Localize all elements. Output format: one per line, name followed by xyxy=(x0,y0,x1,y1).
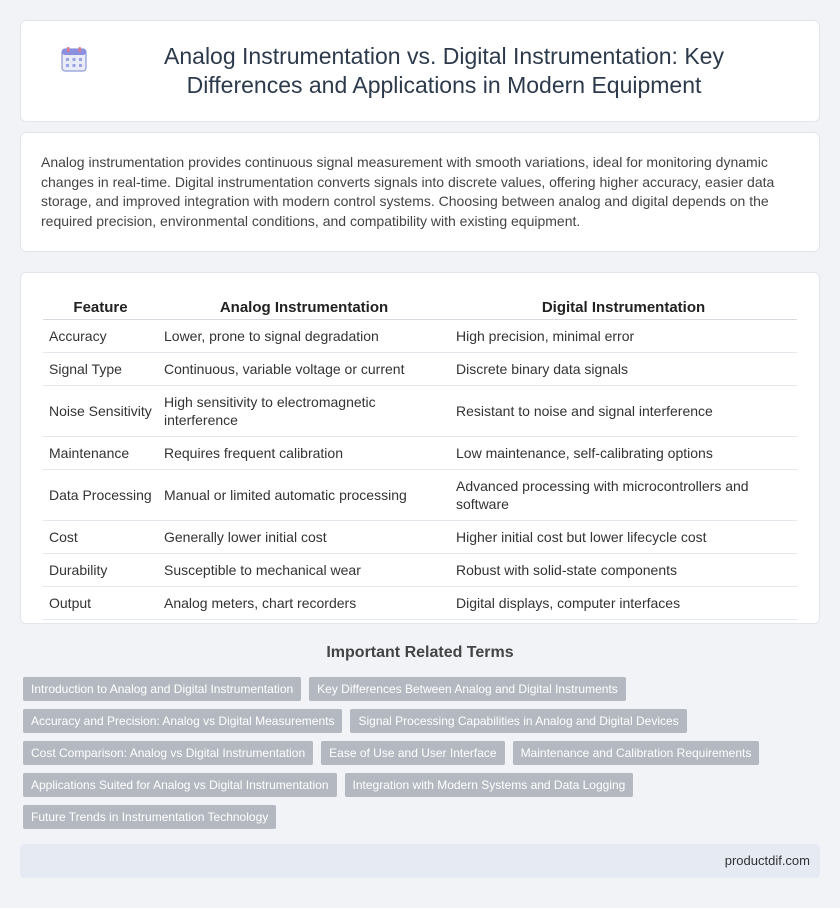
related-terms-list xyxy=(23,677,823,837)
related-terms-title: Important Related Terms xyxy=(326,644,514,661)
table-cell-analog: Generally lower initial cost xyxy=(158,521,450,554)
related-term-tag[interactable]: Cost Comparison: Analog vs Digital Instrumentation xyxy=(23,741,313,765)
related-term-tag[interactable]: Key Differences Between Analog and Digital Instruments xyxy=(309,677,626,701)
table-cell-digital: Advanced processing with microcontrollers and software xyxy=(450,470,797,521)
table-cell-analog: Continuous, variable voltage or current xyxy=(158,353,450,386)
table-cell-digital: High precision, minimal error xyxy=(450,320,797,353)
table-header-row xyxy=(43,295,797,320)
table-cell-analog: Manual or limited automatic processing xyxy=(158,470,450,521)
table-cell-digital: Robust with solid-state components xyxy=(450,554,797,587)
table-cell-feature: Cost xyxy=(43,521,158,554)
column-header-analog: Analog Instrumentation xyxy=(158,295,450,320)
calendar-icon xyxy=(61,46,87,72)
table-row xyxy=(43,521,797,554)
title-wrap xyxy=(61,42,779,100)
table-row xyxy=(43,587,797,620)
table-cell-feature: Signal Type xyxy=(43,353,158,386)
related-term-tag[interactable]: Maintenance and Calibration Requirements xyxy=(513,741,760,765)
footer xyxy=(20,844,820,878)
column-header-digital: Digital Instrumentation xyxy=(450,295,797,320)
page-title: Analog Instrumentation vs. Digital Instrumentation: Key Differences and Applications in Modern Equipment xyxy=(164,43,724,98)
table-cell-digital: Digital displays, computer interfaces xyxy=(450,587,797,620)
table-cell-feature: Noise Sensitivity xyxy=(43,386,158,437)
table-cell-analog: Susceptible to mechanical wear xyxy=(158,554,450,587)
table-row xyxy=(43,386,797,437)
related-term-tag[interactable]: Ease of Use and User Interface xyxy=(321,741,504,765)
table-cell-feature: Maintenance xyxy=(43,437,158,470)
title-card xyxy=(20,20,820,122)
table-row xyxy=(43,470,797,521)
table-row xyxy=(43,320,797,353)
table-cell-digital: Resistant to noise and signal interference xyxy=(450,386,797,437)
column-header-feature: Feature xyxy=(43,295,158,320)
table-cell-analog: Analog meters, chart recorders xyxy=(158,587,450,620)
table-row xyxy=(43,437,797,470)
table-row xyxy=(43,554,797,587)
table-row xyxy=(43,353,797,386)
related-term-tag[interactable]: Accuracy and Precision: Analog vs Digital Measurements xyxy=(23,709,342,733)
related-term-tag[interactable]: Signal Processing Capabilities in Analog and Digital Devices xyxy=(350,709,686,733)
related-term-tag[interactable]: Applications Suited for Analog vs Digital Instrumentation xyxy=(23,773,337,797)
intro-card xyxy=(20,132,820,252)
table-cell-feature: Data Processing xyxy=(43,470,158,521)
table-cell-analog: Lower, prone to signal degradation xyxy=(158,320,450,353)
related-term-tag[interactable]: Introduction to Analog and Digital Instrumentation xyxy=(23,677,301,701)
table-cell-analog: High sensitivity to electromagnetic interference xyxy=(158,386,450,437)
comparison-table-card xyxy=(20,272,820,624)
related-term-tag[interactable]: Future Trends in Instrumentation Technology xyxy=(23,805,276,829)
comparison-table xyxy=(43,295,797,620)
table-cell-analog: Requires frequent calibration xyxy=(158,437,450,470)
related-term-tag[interactable]: Integration with Modern Systems and Data Logging xyxy=(345,773,634,797)
table-cell-digital: Low maintenance, self-calibrating options xyxy=(450,437,797,470)
table-cell-feature: Output xyxy=(43,587,158,620)
footer-site-link[interactable]: productdif.com xyxy=(724,853,810,868)
intro-paragraph: Analog instrumentation provides continuous signal measurement with smooth variations, ideal for monitoring dynamic changes in real-time. Digital instrumentation converts signals into discrete values, offering higher accuracy, easier data storage, and improved integration with modern control systems. Choosing between analog and digital depends on the required precision, environmental conditions, and compatibility with existing equipment. xyxy=(41,154,775,229)
table-cell-digital: Discrete binary data signals xyxy=(450,353,797,386)
table-cell-feature: Durability xyxy=(43,554,158,587)
table-cell-feature: Accuracy xyxy=(43,320,158,353)
table-cell-digital: Higher initial cost but lower lifecycle cost xyxy=(450,521,797,554)
